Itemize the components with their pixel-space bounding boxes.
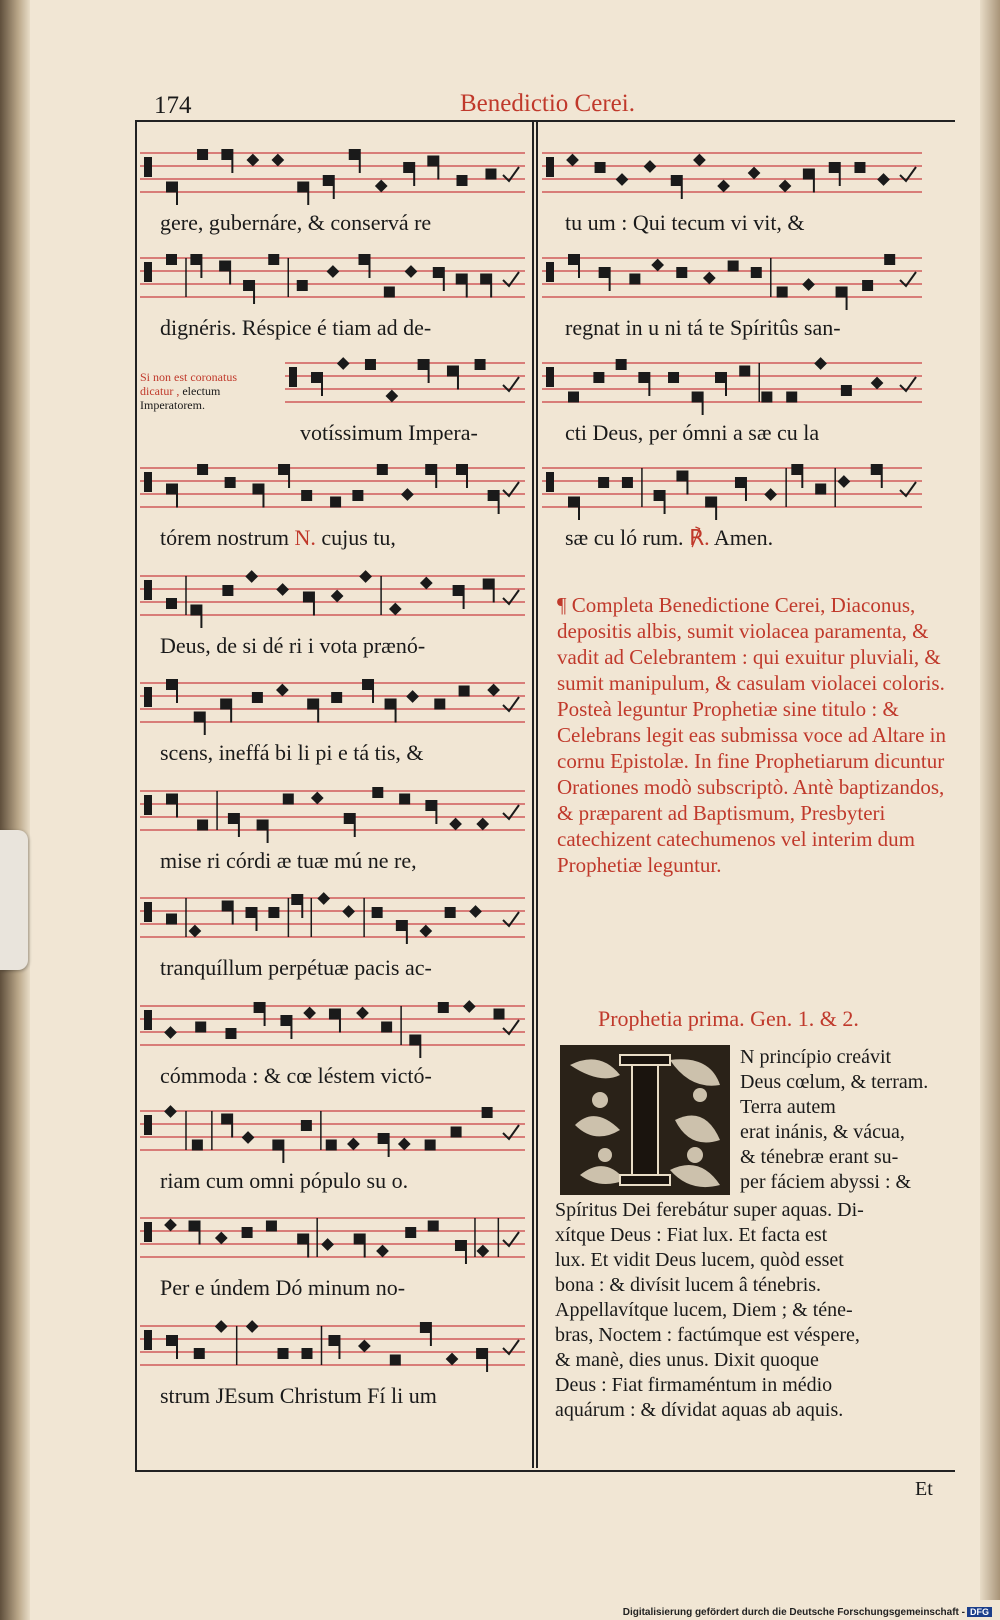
rubric-paragraph: ¶ Completa Benedictione Cerei, Diaconus, depositis albis, sumit violacea paramenta, & vadit ad Celebrantem : qui exuitur pluviali, & sumit manipulum, & casulam violacei coloris. Posteà leguntur Prophetiæ sine titulo : & Celebrans legit eas submissa voce ad Altare in cornu Epistolæ. In fine Prophetiarum dicuntur Orationes modò subscriptò. Antè baptizandos, & præparent ad Baptismum, Presbyteri catechizent catechumenos vel interim dum Prophetiæ leguntur. <box>557 593 946 877</box>
square-note-icon <box>791 464 802 475</box>
lyric-line: cti Deus, per ómni a sæ cu la <box>565 420 820 445</box>
c-clef-icon <box>289 367 297 387</box>
square-note-icon <box>257 820 268 831</box>
diamond-note-icon <box>405 265 418 278</box>
square-note-icon <box>854 162 865 173</box>
square-note-icon <box>568 497 579 508</box>
diamond-note-icon <box>342 905 355 918</box>
square-note-icon <box>629 274 640 285</box>
square-note-icon <box>445 907 456 918</box>
square-note-icon <box>266 1221 277 1232</box>
prose-line: Spíritus Dei ferebátur super aquas. Di- <box>555 1199 864 1221</box>
diamond-note-icon <box>327 265 340 278</box>
chant-staff <box>140 1103 525 1163</box>
lyric-line: mise ri córdi æ tuæ mú ne re, <box>160 848 417 873</box>
square-note-icon <box>246 907 257 918</box>
chant-staff <box>140 998 525 1058</box>
square-note-icon <box>330 497 341 508</box>
lyric-line: gere, gubernáre, & conservá re <box>160 210 432 235</box>
square-note-icon <box>654 490 665 501</box>
diamond-note-icon <box>246 154 259 167</box>
diamond-note-icon <box>215 1232 228 1245</box>
diamond-note-icon <box>703 272 716 285</box>
square-note-icon <box>456 175 467 186</box>
square-note-icon <box>593 372 604 383</box>
c-clef-icon <box>144 687 152 707</box>
chant-staff <box>140 675 525 735</box>
square-note-icon <box>377 464 388 475</box>
diamond-note-icon <box>271 154 284 167</box>
diamond-note-icon <box>419 925 432 938</box>
square-note-icon <box>252 692 263 703</box>
square-note-icon <box>425 800 436 811</box>
page-header <box>140 88 960 124</box>
prose-line: aquárum : & dívidat aquas ab aquis. <box>555 1399 844 1421</box>
lyric-line: cómmoda : & cœ léstem victó- <box>160 1063 432 1088</box>
diamond-note-icon <box>389 603 402 616</box>
square-note-icon <box>418 359 429 370</box>
square-note-icon <box>385 699 396 710</box>
diamond-note-icon <box>164 1219 177 1232</box>
chant-staff <box>140 460 525 520</box>
square-note-icon <box>197 820 208 831</box>
square-note-icon <box>328 1335 339 1346</box>
square-note-icon <box>390 1355 401 1366</box>
square-note-icon <box>303 592 314 603</box>
c-clef-icon <box>144 1222 152 1242</box>
square-note-icon <box>841 385 852 396</box>
square-note-icon <box>777 287 788 298</box>
square-note-icon <box>671 175 682 186</box>
square-note-icon <box>871 464 882 475</box>
c-clef-icon <box>144 1115 152 1135</box>
lyric-line: riam cum omni pópulo su o. <box>160 1168 409 1193</box>
diamond-note-icon <box>717 180 730 193</box>
decorated-initial-i-icon <box>560 1045 730 1195</box>
square-note-icon <box>344 813 355 824</box>
square-note-icon <box>280 1015 291 1026</box>
chant-staff <box>140 1318 525 1378</box>
margin-rubric <box>140 370 290 412</box>
diamond-note-icon <box>398 1138 411 1151</box>
square-note-icon <box>399 794 410 805</box>
square-note-icon <box>272 1140 283 1151</box>
prose-line: Appellavítque lucem, Diem ; & téne- <box>555 1299 853 1321</box>
square-note-icon <box>268 907 279 918</box>
square-note-icon <box>480 274 491 285</box>
square-note-icon <box>195 1022 206 1033</box>
diamond-note-icon <box>748 167 761 180</box>
square-note-icon <box>482 1107 493 1118</box>
chant-staff <box>285 355 525 415</box>
diamond-note-icon <box>446 1353 459 1366</box>
square-note-icon <box>221 1114 232 1125</box>
square-note-icon <box>803 169 814 180</box>
diamond-note-icon <box>651 259 664 272</box>
c-clef-icon <box>546 472 554 492</box>
square-note-icon <box>372 907 383 918</box>
prose-line: Deus : Fiat firmaméntum in médio <box>555 1374 833 1396</box>
rubric-red-2: dicatur , <box>140 384 180 398</box>
diamond-note-icon <box>449 818 462 831</box>
response-symbol: ℟. <box>689 525 710 550</box>
square-note-icon <box>372 787 383 798</box>
square-note-icon <box>420 1322 431 1333</box>
square-note-icon <box>381 1022 392 1033</box>
square-note-icon <box>438 1002 449 1013</box>
diamond-note-icon <box>303 1007 316 1020</box>
chant-staff <box>140 145 525 205</box>
square-note-icon <box>326 1140 337 1151</box>
square-note-icon <box>409 1035 420 1046</box>
diamond-note-icon <box>321 1238 334 1251</box>
square-note-icon <box>396 920 407 931</box>
diamond-note-icon <box>644 160 657 173</box>
square-note-icon <box>598 477 609 488</box>
square-note-icon <box>494 1009 505 1020</box>
square-note-icon <box>735 477 746 488</box>
square-note-icon <box>219 261 230 272</box>
square-note-icon <box>676 267 687 278</box>
square-note-icon <box>476 1348 487 1359</box>
square-note-icon <box>311 372 322 383</box>
c-clef-icon <box>546 157 554 177</box>
lyric-line: tórem nostrum N. cujus tu, <box>160 525 396 550</box>
diamond-note-icon <box>242 1131 255 1144</box>
square-note-icon <box>815 484 826 495</box>
square-note-icon <box>297 1234 308 1245</box>
lyric-line: scens, ineffá bi li pi e tá tis, & <box>160 740 424 765</box>
diamond-note-icon <box>385 390 398 403</box>
square-note-icon <box>283 794 294 805</box>
square-note-icon <box>705 497 716 508</box>
square-note-icon <box>751 267 762 278</box>
square-note-icon <box>884 254 895 265</box>
prose-line: per fáciem abyssi : & <box>740 1171 912 1193</box>
c-clef-icon <box>546 367 554 387</box>
square-note-icon <box>638 372 649 383</box>
square-note-icon <box>189 1221 200 1232</box>
c-clef-icon <box>144 472 152 492</box>
diamond-note-icon <box>164 1026 177 1039</box>
square-note-icon <box>190 605 201 616</box>
square-note-icon <box>425 464 436 475</box>
square-note-icon <box>451 1127 462 1138</box>
diamond-note-icon <box>779 180 792 193</box>
square-note-icon <box>358 254 369 265</box>
square-note-icon <box>829 162 840 173</box>
square-note-icon <box>192 1140 203 1151</box>
diamond-note-icon <box>877 173 890 186</box>
c-clef-icon <box>144 795 152 815</box>
c-clef-icon <box>144 902 152 922</box>
diamond-note-icon <box>164 1105 177 1118</box>
square-note-icon <box>254 1002 265 1013</box>
diamond-note-icon <box>337 357 350 370</box>
c-clef-icon <box>144 262 152 282</box>
page-number: 174 <box>154 92 192 119</box>
square-note-icon <box>323 175 334 186</box>
square-note-icon <box>786 392 797 403</box>
c-clef-icon <box>144 1010 152 1030</box>
square-note-icon <box>761 392 772 403</box>
square-note-icon <box>428 1221 439 1232</box>
square-note-icon <box>599 267 610 278</box>
square-note-icon <box>242 1227 253 1238</box>
column-divider <box>532 120 538 1468</box>
square-note-icon <box>616 359 627 370</box>
diamond-note-icon <box>406 690 419 703</box>
c-clef-icon <box>144 580 152 600</box>
prophecy-text-body <box>555 1198 950 1423</box>
square-note-icon <box>378 1133 389 1144</box>
square-note-icon <box>485 169 496 180</box>
chant-staff <box>140 783 525 843</box>
square-note-icon <box>483 579 494 590</box>
square-note-icon <box>676 471 687 482</box>
square-note-icon <box>225 1028 236 1039</box>
square-note-icon <box>297 280 308 291</box>
c-clef-icon <box>144 1330 152 1350</box>
prose-line: bras, Noctem : factúmque est véspere, <box>555 1324 860 1346</box>
diamond-note-icon <box>814 357 827 370</box>
diamond-note-icon <box>317 892 330 905</box>
diamond-note-icon <box>331 590 344 603</box>
c-clef-icon <box>546 262 554 282</box>
square-note-icon <box>166 484 177 495</box>
diamond-note-icon <box>276 684 289 697</box>
square-note-icon <box>456 274 467 285</box>
prose-line: erat inánis, & vácua, <box>740 1121 905 1143</box>
diamond-note-icon <box>566 154 579 167</box>
rubric-black-3: Imperatorem. <box>140 398 205 412</box>
diamond-note-icon <box>359 570 372 583</box>
square-note-icon <box>197 464 208 475</box>
chant-staff <box>542 355 922 415</box>
square-note-icon <box>427 156 438 167</box>
diamond-note-icon <box>838 475 851 488</box>
diamond-note-icon <box>469 905 482 918</box>
square-note-icon <box>568 254 579 265</box>
diamond-note-icon <box>401 488 414 501</box>
prose-line: N princípio creávit <box>740 1046 892 1068</box>
chant-staff <box>542 250 922 310</box>
chant-staff <box>140 250 525 310</box>
lyric-line: votíssimum Impera- <box>300 420 478 445</box>
square-note-icon <box>268 254 279 265</box>
square-note-icon <box>252 484 263 495</box>
diamond-note-icon <box>375 180 388 193</box>
square-note-icon <box>362 679 373 690</box>
square-note-icon <box>225 477 236 488</box>
diamond-note-icon <box>215 1320 228 1333</box>
diamond-note-icon <box>476 1245 489 1258</box>
square-note-icon <box>166 254 177 265</box>
square-note-icon <box>365 359 376 370</box>
rubric-red-1: Si non est coronatus <box>140 370 237 384</box>
dfg-logo: DFG <box>967 1607 992 1617</box>
square-note-icon <box>384 287 395 298</box>
square-note-icon <box>220 699 231 710</box>
square-note-icon <box>307 699 318 710</box>
diamond-note-icon <box>245 570 258 583</box>
square-note-icon <box>668 372 679 383</box>
diamond-note-icon <box>376 1245 389 1258</box>
diamond-note-icon <box>420 577 433 590</box>
square-note-icon <box>739 366 750 377</box>
diamond-note-icon <box>189 925 202 938</box>
diamond-note-icon <box>476 818 489 831</box>
square-note-icon <box>301 1120 312 1131</box>
c-clef-icon <box>144 157 152 177</box>
lyric-line: sæ cu ló rum. ℟. Amen. <box>565 525 774 550</box>
square-note-icon <box>488 490 499 501</box>
lyric-line: Per e úndem Dó minum no- <box>160 1275 406 1300</box>
square-note-icon <box>166 598 177 609</box>
diamond-note-icon <box>871 377 884 390</box>
square-note-icon <box>166 1335 177 1346</box>
page-clip <box>0 830 28 970</box>
square-note-icon <box>433 267 444 278</box>
square-note-icon <box>728 261 739 272</box>
square-note-icon <box>228 813 239 824</box>
square-note-icon <box>301 1348 312 1359</box>
square-note-icon <box>221 149 232 160</box>
prophecy-title: Prophetia prima. Gen. 1. & 2. <box>598 1006 859 1031</box>
square-note-icon <box>243 280 254 291</box>
chant-staff <box>542 460 922 520</box>
square-note-icon <box>692 392 703 403</box>
diamond-note-icon <box>802 278 815 291</box>
square-note-icon <box>715 372 726 383</box>
lyric-line: Deus, de si dé ri i vota prænó- <box>160 633 426 658</box>
square-note-icon <box>622 477 633 488</box>
square-note-icon <box>595 162 606 173</box>
diamond-note-icon <box>487 684 500 697</box>
diamond-note-icon <box>463 1000 476 1013</box>
prose-line: & manè, dies unus. Dixit quoque <box>555 1349 819 1371</box>
diamond-note-icon <box>358 1340 371 1353</box>
rubric-n: N. <box>294 525 316 550</box>
square-note-icon <box>455 1240 466 1251</box>
square-note-icon <box>278 1348 289 1359</box>
lyric-line: dignéris. Réspice é tiam ad de- <box>160 315 432 340</box>
diamond-note-icon <box>693 154 706 167</box>
running-title: Benedictio Cerei. <box>460 90 635 117</box>
lyric-line: regnat in u ni tá te Spíritûs san- <box>565 315 841 340</box>
square-note-icon <box>836 287 847 298</box>
chant-staff <box>140 890 525 950</box>
square-note-icon <box>291 894 302 905</box>
square-note-icon <box>862 280 873 291</box>
diamond-note-icon <box>764 488 777 501</box>
prose-line: xítque Deus : Fiat lux. Et facta est <box>555 1224 828 1246</box>
square-note-icon <box>278 464 289 475</box>
square-note-icon <box>405 1227 416 1238</box>
square-note-icon <box>166 914 177 925</box>
diamond-note-icon <box>356 1007 369 1020</box>
lyric-line: tu um : Qui tecum vi vit, & <box>565 210 805 235</box>
square-note-icon <box>434 699 445 710</box>
square-note-icon <box>447 366 458 377</box>
prose-line: Deus cœlum, & terram. Terra autem <box>740 1071 929 1118</box>
square-note-icon <box>222 585 233 596</box>
square-note-icon <box>354 1234 365 1245</box>
square-note-icon <box>352 490 363 501</box>
square-note-icon <box>297 182 308 193</box>
square-note-icon <box>190 254 201 265</box>
digitization-note <box>623 1607 992 1618</box>
square-note-icon <box>194 712 205 723</box>
diamond-note-icon <box>616 173 629 186</box>
rubric-black-2: electum <box>182 384 221 398</box>
square-note-icon <box>301 490 312 501</box>
square-note-icon <box>425 1140 436 1151</box>
chant-staff <box>140 1210 525 1270</box>
square-note-icon <box>568 392 579 403</box>
chant-staff <box>140 568 525 628</box>
page-edge <box>980 0 1000 1600</box>
diamond-note-icon <box>311 792 324 805</box>
square-note-icon <box>403 162 414 173</box>
prose-line: bona : & divísit lucem â ténebris. <box>555 1274 822 1296</box>
lyric-line: tranquíllum perpétuæ pacis ac- <box>160 955 432 980</box>
catchword: Et <box>915 1478 933 1500</box>
square-note-icon <box>331 692 342 703</box>
square-note-icon <box>329 1009 340 1020</box>
square-note-icon <box>456 464 467 475</box>
square-note-icon <box>475 359 486 370</box>
square-note-icon <box>166 679 177 690</box>
square-note-icon <box>459 686 470 697</box>
square-note-icon <box>349 149 360 160</box>
diamond-note-icon <box>347 1138 360 1151</box>
square-note-icon <box>453 585 464 596</box>
diamond-note-icon <box>246 1320 259 1333</box>
diamond-note-icon <box>276 583 289 596</box>
chant-staff <box>542 145 922 205</box>
book-spine <box>0 0 30 1620</box>
digitization-text: Digitalisierung gefördert durch die Deutsche Forschungsgemeinschaft - <box>622 1607 965 1618</box>
square-note-icon <box>166 794 177 805</box>
lyric-line: strum JEsum Christum Fí li um <box>160 1383 437 1408</box>
square-note-icon <box>166 182 177 193</box>
square-note-icon <box>222 901 233 912</box>
prose-line: & ténebræ erant su- <box>740 1146 899 1168</box>
square-note-icon <box>194 1348 205 1359</box>
prophecy-text-beside-initial <box>740 1045 950 1195</box>
square-note-icon <box>197 149 208 160</box>
prose-line: lux. Et vidit Deus lucem, quòd esset <box>555 1249 844 1271</box>
